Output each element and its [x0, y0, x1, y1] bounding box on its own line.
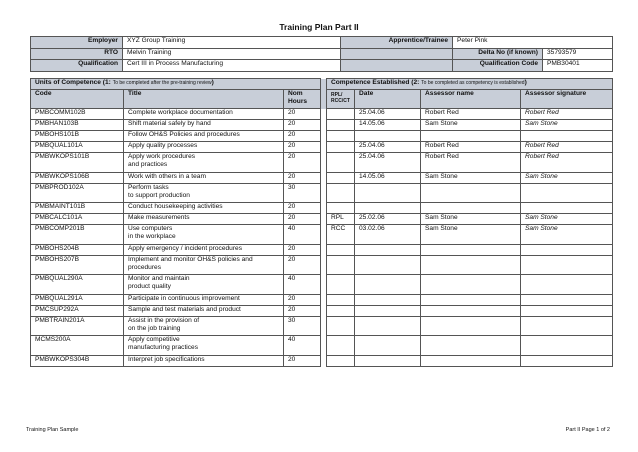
- table-row: [31, 244, 613, 255]
- rpl-status: [327, 109, 355, 120]
- unit-code: PMBCOMM102B: [31, 109, 124, 120]
- assessor-signature: [521, 355, 613, 366]
- qualification-code-label: Qualification Code: [453, 60, 543, 72]
- unit-code: PMBQUAL101A: [31, 142, 124, 153]
- assessor-signature: [521, 203, 613, 214]
- rpl-status: [327, 355, 355, 366]
- rto-value: Melvin Training: [123, 48, 341, 60]
- assessor-name: [421, 244, 521, 255]
- rpl-status: RPL: [327, 214, 355, 225]
- col-title-header: Title: [124, 90, 284, 109]
- unit-code: PMBCOMP201B: [31, 225, 124, 245]
- unit-code: MCMS200A: [31, 336, 124, 356]
- assessment-date: [355, 244, 421, 255]
- assessor-signature: [521, 275, 613, 295]
- unit-code: PMBOHS101B: [31, 131, 124, 142]
- unit-title: Apply work procedures and practices: [124, 153, 284, 173]
- table-row: [31, 294, 613, 305]
- qualification-code-value: PMB30401: [543, 60, 613, 72]
- table-row: [31, 305, 613, 316]
- table-row: [31, 120, 613, 131]
- rpl-status: [327, 305, 355, 316]
- footer-right: Part II Page 1 of 2: [565, 427, 610, 433]
- rpl-status: RCC: [327, 225, 355, 245]
- rpl-status: [327, 142, 355, 153]
- table-row: [31, 225, 613, 245]
- unit-title: Use computers in the workplace: [124, 225, 284, 245]
- unit-code: PMBPROD102A: [31, 183, 124, 203]
- assessment-date: 14.05.06: [355, 172, 421, 183]
- assessor-name: [421, 275, 521, 295]
- assessor-name: Robert Red: [421, 142, 521, 153]
- assessor-name: Robert Red: [421, 153, 521, 173]
- table-row: [31, 109, 613, 120]
- assessor-name: [421, 316, 521, 336]
- col-hours-header: Nom Hours: [284, 90, 321, 109]
- table-row: [31, 255, 613, 275]
- assessor-name: [421, 255, 521, 275]
- table-row: [31, 172, 613, 183]
- table-row: [31, 142, 613, 153]
- qualification-label: Qualification: [31, 60, 123, 72]
- unit-title: Assist in the provision of on the job training: [124, 316, 284, 336]
- unit-title: Perform tasks to support production: [124, 183, 284, 203]
- assessor-signature: Sam Stone: [521, 120, 613, 131]
- rpl-status: [327, 153, 355, 173]
- nominal-hours: 20: [284, 294, 321, 305]
- assessment-date: [355, 255, 421, 275]
- table-row: [31, 153, 613, 173]
- page-title: Training Plan Part II: [279, 22, 359, 32]
- assessor-signature: [521, 316, 613, 336]
- table-row: [31, 203, 613, 214]
- unit-code: PMBWKOPS304B: [31, 355, 124, 366]
- delta-label: Delta No (if known): [453, 48, 543, 60]
- col-rpl-header: RPL/ RCC/CT: [327, 90, 355, 109]
- rpl-status: [327, 244, 355, 255]
- nominal-hours: 30: [284, 316, 321, 336]
- assessment-date: [355, 183, 421, 203]
- assessor-signature: [521, 305, 613, 316]
- nominal-hours: 20: [284, 142, 321, 153]
- unit-title: Make measurements: [124, 214, 284, 225]
- nominal-hours: 20: [284, 355, 321, 366]
- assessor-name: [421, 131, 521, 142]
- unit-code: PMBWKOPS106B: [31, 172, 124, 183]
- header-spacer: [341, 48, 453, 60]
- assessment-date: 25.04.06: [355, 142, 421, 153]
- assessment-date: 14.05.06: [355, 120, 421, 131]
- nominal-hours: 20: [284, 244, 321, 255]
- assessor-signature: [521, 294, 613, 305]
- rto-label: RTO: [31, 48, 123, 60]
- qualification-value: Cert III in Process Manufacturing: [123, 60, 341, 72]
- assessor-name: [421, 294, 521, 305]
- assessment-date: [355, 203, 421, 214]
- unit-code: PMBQUAL290A: [31, 275, 124, 295]
- assessor-signature: Robert Red: [521, 109, 613, 120]
- unit-code: PMBOHS204B: [31, 244, 124, 255]
- nominal-hours: 40: [284, 275, 321, 295]
- assessor-signature: [521, 255, 613, 275]
- rpl-status: [327, 172, 355, 183]
- rpl-status: [327, 131, 355, 142]
- unit-title: Apply emergency / incident procedures: [124, 244, 284, 255]
- unit-code: PMBQUAL291A: [31, 294, 124, 305]
- rpl-status: [327, 275, 355, 295]
- apprentice-label: Apprentice/Trainee: [341, 37, 453, 49]
- assessor-signature: Sam Stone: [521, 225, 613, 245]
- footer-left: Training Plan Sample: [26, 427, 79, 433]
- assessor-signature: [521, 244, 613, 255]
- rpl-status: [327, 316, 355, 336]
- unit-title: Monitor and maintain product quality: [124, 275, 284, 295]
- assessor-signature: Sam Stone: [521, 214, 613, 225]
- col-code-header: Code: [31, 90, 124, 109]
- unit-title: Work with others in a team: [124, 172, 284, 183]
- col-date-header: Date: [355, 90, 421, 109]
- nominal-hours: 20: [284, 109, 321, 120]
- assessor-name: Sam Stone: [421, 120, 521, 131]
- unit-title: Apply competitive manufacturing practices: [124, 336, 284, 356]
- unit-code: PMBMAINT101B: [31, 203, 124, 214]
- unit-title: Apply quality processes: [124, 142, 284, 153]
- assessor-name: Sam Stone: [421, 214, 521, 225]
- assessor-name: [421, 305, 521, 316]
- apprentice-value: Peter Pink: [453, 37, 613, 49]
- delta-value: 35793579: [543, 48, 613, 60]
- assessor-name: [421, 183, 521, 203]
- assessor-name: [421, 336, 521, 356]
- nominal-hours: 20: [284, 214, 321, 225]
- assessment-date: 25.04.06: [355, 109, 421, 120]
- rpl-status: [327, 120, 355, 131]
- assessment-date: [355, 316, 421, 336]
- assessment-date: 25.02.06: [355, 214, 421, 225]
- assessment-date: [355, 355, 421, 366]
- assessor-name: [421, 203, 521, 214]
- assessment-date: [355, 294, 421, 305]
- unit-title: Interpret job specifications: [124, 355, 284, 366]
- col-signature-header: Assessor signature: [521, 90, 613, 109]
- assessor-name: Sam Stone: [421, 225, 521, 245]
- rpl-status: [327, 203, 355, 214]
- nominal-hours: 20: [284, 305, 321, 316]
- assessment-date: 03.02.06: [355, 225, 421, 245]
- unit-code: PMBHAN103B: [31, 120, 124, 131]
- nominal-hours: 20: [284, 131, 321, 142]
- unit-code: PMBCALC101A: [31, 214, 124, 225]
- unit-code: PMBOHS207B: [31, 255, 124, 275]
- unit-code: PMBWKOPS101B: [31, 153, 124, 173]
- nominal-hours: 20: [284, 172, 321, 183]
- assessor-signature: [521, 336, 613, 356]
- units-heading: Units of Competence (1: To be completed after the pre-training review): [31, 79, 321, 90]
- nominal-hours: 30: [284, 183, 321, 203]
- assessor-name: [421, 355, 521, 366]
- nominal-hours: 20: [284, 120, 321, 131]
- rpl-status: [327, 294, 355, 305]
- table-row: [31, 275, 613, 295]
- nominal-hours: 20: [284, 255, 321, 275]
- competency-table: [30, 78, 613, 367]
- table-row: [31, 214, 613, 225]
- assessor-signature: Robert Red: [521, 142, 613, 153]
- assessor-name: Robert Red: [421, 109, 521, 120]
- rpl-status: [327, 336, 355, 356]
- employer-value: XYZ Group Training: [123, 37, 341, 49]
- assessor-signature: [521, 131, 613, 142]
- unit-title: Follow OH&S Policies and procedures: [124, 131, 284, 142]
- assessment-date: 25.04.06: [355, 153, 421, 173]
- rpl-status: [327, 255, 355, 275]
- table-row: [31, 336, 613, 356]
- table-row: [31, 355, 613, 366]
- assessor-signature: Robert Red: [521, 153, 613, 173]
- assessment-date: [355, 131, 421, 142]
- employer-label: Employer: [31, 37, 123, 49]
- unit-title: Shift material safely by hand: [124, 120, 284, 131]
- rpl-status: [327, 183, 355, 203]
- unit-title: Complete workplace documentation: [124, 109, 284, 120]
- table-row: [31, 183, 613, 203]
- assessor-signature: [521, 183, 613, 203]
- unit-title: Participate in continuous improvement: [124, 294, 284, 305]
- nominal-hours: 20: [284, 203, 321, 214]
- assessment-date: [355, 336, 421, 356]
- unit-title: Sample and test materials and product: [124, 305, 284, 316]
- assessor-signature: Sam Stone: [521, 172, 613, 183]
- table-row: [31, 316, 613, 336]
- table-row: [31, 131, 613, 142]
- nominal-hours: 40: [284, 225, 321, 245]
- assessment-date: [355, 305, 421, 316]
- unit-code: PMCSUP292A: [31, 305, 124, 316]
- assessment-date: [355, 275, 421, 295]
- assessor-name: Sam Stone: [421, 172, 521, 183]
- nominal-hours: 40: [284, 336, 321, 356]
- competence-heading: Competence Established (2: To be completed as competency is established): [327, 79, 613, 90]
- unit-title: Implement and monitor OH&S policies and procedures: [124, 255, 284, 275]
- header-spacer: [341, 60, 453, 72]
- header-table: [30, 36, 613, 72]
- unit-code: PMBTRAIN201A: [31, 316, 124, 336]
- unit-title: Conduct housekeeping activities: [124, 203, 284, 214]
- nominal-hours: 20: [284, 153, 321, 173]
- col-assessor-header: Assessor name: [421, 90, 521, 109]
